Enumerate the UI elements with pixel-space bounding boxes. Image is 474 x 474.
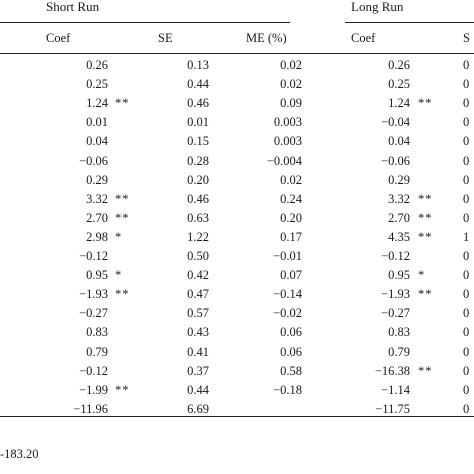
lr-se-cell: 0 [463, 134, 470, 149]
table-row [0, 266, 474, 285]
table-row [0, 323, 474, 342]
sr-se-cell: 0.47 [187, 287, 209, 302]
sr-coef-cell: −0.12 [79, 249, 108, 263]
lr-se-cell: 0 [463, 96, 470, 111]
sr-me-cell: 0.02 [280, 77, 302, 92]
lr-coef-cell: 0.83 [388, 325, 410, 340]
lr-coef-cell: 0.04 [388, 134, 410, 149]
sr-se-cell: 0.46 [187, 96, 209, 111]
sr-me-cell: 0.09 [280, 96, 302, 111]
sr-coef-cell: −0.27 [79, 306, 108, 321]
sr-me-cell: 0.02 [280, 58, 302, 72]
sr-me-cell: −0.14 [273, 287, 302, 302]
sr-coef-cell: −0.06 [79, 153, 108, 168]
long-run-header: Long Run [351, 0, 404, 14]
sr-se-cell: 0.01 [187, 115, 209, 130]
sr-coef-cell: 0.79 [86, 344, 108, 359]
lr-se-cell: 0 [463, 191, 470, 206]
sr-se-cell: 0.37 [187, 363, 209, 378]
footnote-value: -183.20 [0, 447, 39, 461]
sr-me-cell: 0.06 [280, 325, 302, 340]
lr-se-cell: 0 [463, 58, 470, 72]
sr-coef-cell: 0.26 [86, 58, 108, 72]
sr-sig-cell: ** [115, 210, 130, 225]
bottom-rule [0, 416, 474, 417]
sr-me-cell: −0.004 [266, 153, 302, 168]
sr-se-cell: 0.44 [187, 382, 209, 397]
lr-se-cell: 0 [463, 172, 470, 187]
table-row [0, 132, 474, 151]
sr-sig-cell: ** [115, 382, 130, 397]
sr-se-cell: 1.22 [187, 229, 209, 244]
long-run-rule [345, 22, 474, 23]
lr-se-cell: 0 [463, 363, 470, 378]
sr-se-cell: 0.28 [187, 153, 209, 168]
sr-se-cell: 0.50 [187, 249, 209, 263]
lr-coef-cell: −0.06 [381, 153, 410, 168]
col-header-sr-coef: Coef [46, 31, 71, 45]
lr-se-cell: 0 [463, 268, 470, 283]
sr-coef-cell: 0.01 [86, 115, 108, 130]
sr-me-cell: −0.02 [273, 306, 302, 321]
table-row [0, 209, 474, 228]
sr-se-cell: 0.43 [187, 325, 209, 340]
sr-se-cell: 0.57 [187, 306, 209, 321]
table-row [0, 247, 474, 266]
col-header-lr-se: S [463, 31, 470, 45]
sr-sig-cell: * [115, 268, 123, 283]
sr-me-cell: 0.003 [273, 134, 302, 149]
sr-se-cell: 0.20 [187, 172, 209, 187]
lr-sig-cell: ** [418, 287, 433, 302]
lr-sig-cell: ** [418, 96, 433, 111]
lr-coef-cell: 4.35 [388, 229, 410, 244]
lr-sig-cell: * [418, 268, 426, 283]
lr-coef-cell: −1.14 [381, 382, 410, 397]
col-header-lr-coef: Coef [351, 31, 376, 45]
sr-coef-cell: −1.93 [79, 287, 108, 302]
col-header-sr-me: ME (%) [246, 31, 287, 45]
table-row [0, 75, 474, 94]
sr-me-cell: 0.003 [273, 115, 302, 130]
sr-me-cell: 0.06 [280, 344, 302, 359]
sr-se-cell: 6.69 [187, 401, 209, 416]
table-row [0, 381, 474, 400]
lr-sig-cell: ** [418, 229, 433, 244]
short-run-header: Short Run [46, 0, 100, 14]
lr-coef-cell: 0.95 [388, 268, 410, 283]
table-row [0, 94, 474, 113]
lr-se-cell: 0 [463, 249, 470, 263]
sr-coef-cell: 2.70 [86, 210, 108, 225]
lr-coef-cell: 1.24 [388, 96, 410, 111]
sr-me-cell: −0.01 [273, 249, 302, 263]
lr-sig-cell: ** [418, 363, 433, 378]
sr-sig-cell: ** [115, 287, 130, 302]
sr-sig-cell: * [115, 229, 123, 244]
sr-coef-cell: 0.25 [86, 77, 108, 92]
lr-se-cell: 0 [463, 344, 470, 359]
sr-coef-cell: 0.29 [86, 172, 108, 187]
short-run-rule [0, 22, 290, 23]
table-row [0, 285, 474, 304]
sr-coef-cell: 0.04 [86, 134, 108, 149]
sr-se-cell: 0.15 [187, 134, 209, 149]
lr-se-cell: 0 [463, 325, 470, 340]
header-rule [0, 53, 474, 54]
lr-sig-cell: ** [418, 210, 433, 225]
lr-se-cell: 1 [463, 229, 470, 244]
table-row [0, 228, 474, 247]
sr-me-cell: −0.18 [273, 382, 302, 397]
sr-me-cell: 0.20 [280, 210, 302, 225]
sr-coef-cell: 0.83 [86, 325, 108, 340]
table-row [0, 171, 474, 190]
sr-coef-cell: −0.12 [79, 363, 108, 378]
sr-me-cell: 0.17 [280, 229, 302, 244]
col-header-sr-se: SE [158, 31, 173, 45]
sr-coef-cell: 2.98 [86, 229, 108, 244]
lr-coef-cell: −16.38 [374, 363, 410, 378]
sr-se-cell: 0.44 [187, 77, 209, 92]
sr-me-cell: 0.07 [280, 268, 302, 283]
lr-se-cell: 0 [463, 115, 470, 130]
lr-se-cell: 0 [463, 287, 470, 302]
lr-coef-cell: 0.79 [388, 344, 410, 359]
lr-coef-cell: −0.12 [381, 249, 410, 263]
sr-coef-cell: 3.32 [86, 191, 108, 206]
sr-me-cell: 0.58 [280, 363, 302, 378]
sr-sig-cell: ** [115, 191, 130, 206]
table-row [0, 362, 474, 381]
lr-coef-cell: −11.75 [375, 401, 410, 416]
sr-se-cell: 0.42 [187, 268, 209, 283]
lr-coef-cell: −0.27 [381, 306, 410, 321]
lr-coef-cell: −1.93 [381, 287, 410, 302]
lr-coef-cell: 0.29 [388, 172, 410, 187]
lr-se-cell: 0 [463, 382, 470, 397]
lr-coef-cell: −0.04 [381, 115, 410, 130]
lr-coef-cell: 0.25 [388, 77, 410, 92]
lr-coef-cell: 0.26 [388, 58, 410, 72]
lr-se-cell: 0 [463, 401, 470, 416]
sr-coef-cell: 0.95 [86, 268, 108, 283]
lr-coef-cell: 2.70 [388, 210, 410, 225]
sr-se-cell: 0.46 [187, 191, 209, 206]
table-row [0, 113, 474, 132]
sr-me-cell: 0.02 [280, 172, 302, 187]
lr-se-cell: 0 [463, 153, 470, 168]
table-row [0, 343, 474, 362]
sr-me-cell: 0.24 [280, 191, 302, 206]
sr-sig-cell: ** [115, 96, 130, 111]
sr-coef-cell: 1.24 [86, 96, 108, 111]
lr-se-cell: 0 [463, 77, 470, 92]
sr-se-cell: 0.13 [187, 58, 209, 72]
lr-sig-cell: ** [418, 191, 433, 206]
lr-se-cell: 0 [463, 306, 470, 321]
lr-coef-cell: 3.32 [388, 191, 410, 206]
lr-se-cell: 0 [463, 210, 470, 225]
table-row [0, 304, 474, 323]
table-row [0, 56, 474, 75]
table-row [0, 190, 474, 209]
sr-coef-cell: −11.96 [73, 401, 108, 416]
table-row [0, 152, 474, 171]
sr-coef-cell: −1.99 [79, 382, 108, 397]
sr-se-cell: 0.41 [187, 344, 209, 359]
sr-se-cell: 0.63 [187, 210, 209, 225]
